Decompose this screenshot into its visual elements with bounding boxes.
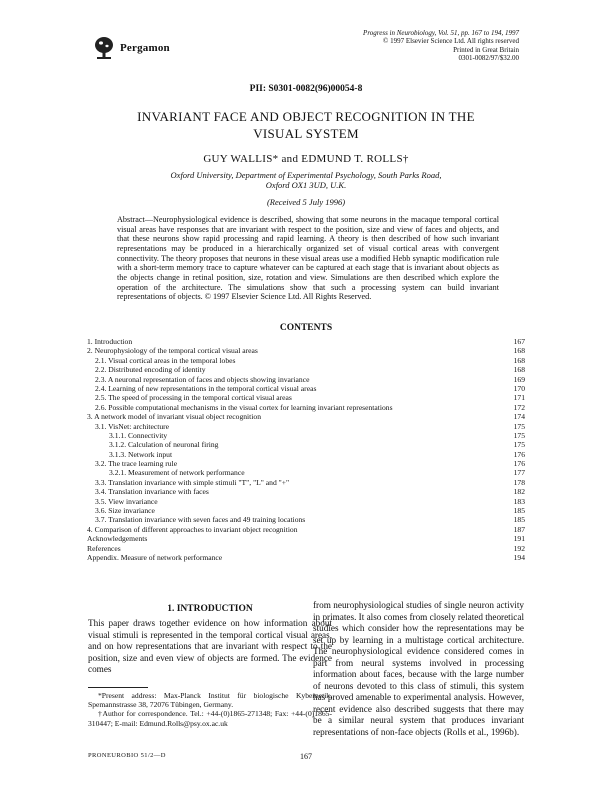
toc-entry: [87, 487, 525, 496]
toc-entry-page: 194: [513, 552, 525, 562]
toc-entry-page: 187: [513, 524, 525, 534]
toc-entry: [87, 365, 525, 374]
contents-heading: CONTENTS: [279, 323, 333, 333]
toc-entry-label: 3.6. Size invariance: [95, 506, 155, 516]
toc-entry-label: 3.7. Translation invariance with seven faces and 49 training locations: [95, 515, 306, 525]
toc-entry-page: 167: [513, 337, 525, 346]
toc-entry-page: 168: [513, 346, 525, 356]
toc-entry: [87, 450, 525, 459]
toc-entry: [87, 431, 525, 440]
toc-entry: [87, 412, 525, 421]
toc-entry: [87, 403, 525, 412]
toc-entry: [87, 478, 525, 487]
table-of-contents: [87, 337, 525, 562]
abstract-text: —Neurophysiological evidence is described, showing that some neurons in the macaque temporal cortical visual areas have responses that are invariant with respect to the position, size and view of faces and objects, and that these neurons show rapid processing and rapid learning. A theory is then described of how such invariant representations may be produced in a hierarchically organized set of visual cortical areas with convergent connectivity. The theory proposes that neurons in these visual areas use a modified Hebb synaptic modification rule with a short-term memory trace to capture whatever can be captured at each stage that is invariant about objects as the objects change in retinal position, size, rotation and view. Simulations are then described which explore the operation of the architecture. The simulations show that such a processing system can build invariant representations of objects. © 1997 Elsevier Science Ltd. All Rights Reserved.: [117, 215, 499, 302]
footnote: *Present address: Max-Planck Institut für biologische Kybernetik, Spemannstrasse 38, 72076 Tübingen, Germany.: [88, 691, 332, 710]
toc-entry-page: 175: [513, 421, 525, 431]
toc-entry-page: 192: [513, 543, 525, 553]
toc-entry-label: 2.3. A neuronal representation of faces and objects showing invariance: [95, 374, 310, 384]
toc-entry-label: 1. Introduction: [87, 337, 133, 346]
paper-title: [0, 108, 612, 142]
journal-printed: Printed in Great Britain: [453, 45, 519, 54]
toc-entry-page: 182: [513, 487, 525, 497]
toc-entry-label: 3.1. VisNet: architecture: [95, 421, 170, 431]
toc-entry-page: 170: [513, 383, 525, 393]
toc-entry: [87, 440, 525, 449]
toc-entry-page: 176: [513, 449, 525, 459]
toc-entry-page: 175: [513, 440, 525, 450]
toc-entry: [87, 506, 525, 515]
authors: GUY WALLIS* and EDMUND T. ROLLS†: [203, 153, 409, 165]
toc-entry: [87, 468, 525, 477]
toc-entry-label: 2.4. Learning of new representations in the temporal cortical visual areas: [95, 383, 317, 393]
toc-entry-page: 185: [513, 506, 525, 516]
toc-entry-page: 177: [513, 468, 525, 478]
section-heading: 1. INTRODUCTION: [167, 604, 253, 614]
toc-entry-page: 175: [513, 430, 525, 440]
toc-entry: [87, 544, 525, 553]
toc-entry-label: 2.2. Distributed encoding of identity: [95, 365, 206, 375]
journal-citation: Progress in Neurobiology, Vol. 51, pp. 167 to 194, 1997: [363, 29, 519, 37]
title-line: INVARIANT FACE AND OBJECT RECOGNITION IN THE: [137, 109, 475, 124]
toc-entry: [87, 375, 525, 384]
page-number: 167: [300, 752, 312, 761]
toc-entry: [87, 534, 525, 543]
toc-entry-page: 168: [513, 365, 525, 375]
toc-entry-label: 3.1.2. Calculation of neuronal firing: [109, 440, 219, 450]
toc-entry-label: 3.4. Translation invariance with faces: [95, 487, 209, 497]
toc-entry-page: 168: [513, 355, 525, 365]
toc-entry-label: 3.1.3. Network input: [109, 449, 173, 459]
footnote-divider: [88, 687, 148, 688]
toc-entry-label: 4. Comparison of different approaches to invariant object recognition: [87, 524, 298, 534]
toc-entry-label: References: [87, 543, 121, 553]
toc-entry-page: 191: [513, 534, 525, 544]
toc-entry-page: 183: [513, 496, 525, 506]
title-line: VISUAL SYSTEM: [253, 126, 359, 141]
toc-entry-label: 2.6. Possible computational mechanisms in the visual cortex for learning invariant representations: [95, 402, 393, 412]
affiliation-line: Oxford University, Department of Experimental Psychology, South Parks Road,: [170, 170, 442, 180]
journal-copyright: © 1997 Elsevier Science Ltd. All rights reserved: [383, 37, 519, 46]
intro-right-column: from neurophysiological studies of single neuron activity in primates. It also comes from closely related theoretical studies which consider how the representations may be set up by learning in a multistage cortical architecture. The neurophysiological evidence considered comes in part from neural systems involved in processing information about faces, because with the large number of neurons devoted to this class of stimuli, this system has proved amenable to experimental analysis. However, recent evidence also described suggests that there may be a similar neural system that produces invariant representations of non-face objects (Rolls et al., 1996b).: [313, 600, 524, 738]
toc-entry-label: Acknowledgements: [87, 534, 148, 544]
toc-entry-label: 3.1.1. Connectivity: [109, 430, 168, 440]
toc-entry: [87, 356, 525, 365]
abstract-label: Abstract: [117, 215, 145, 224]
toc-entry-page: 185: [513, 515, 525, 525]
issue-code: PRONEUROBIO 51/2—D: [88, 752, 166, 759]
toc-entry: [87, 422, 525, 431]
toc-entry: [87, 525, 525, 534]
toc-entry: [87, 346, 525, 355]
toc-entry: [87, 384, 525, 393]
toc-entry-label: 3.2. The trace learning rule: [95, 459, 178, 469]
toc-entry-page: 178: [513, 477, 525, 487]
toc-entry-label: 2.1. Visual cortical areas in the temporal lobes: [95, 355, 236, 365]
toc-entry-page: 176: [513, 459, 525, 469]
toc-entry: [87, 553, 525, 562]
footnote: †Author for correspondence. Tel.: +44-(0)1865-271348; Fax: +44-(0)1865-310447; E-mail: Edmund.Rolls@psy.ox.ac.uk: [88, 709, 332, 728]
footnotes: [88, 691, 332, 728]
tree-logo-icon: [93, 36, 115, 60]
toc-entry: [87, 515, 525, 524]
toc-entry: [87, 337, 525, 346]
toc-entry: [87, 459, 525, 468]
publisher-name: Pergamon: [120, 42, 170, 54]
pii-identifier: PII: S0301-0082(96)00054-8: [249, 84, 363, 94]
toc-entry-label: Appendix. Measure of network performance: [87, 552, 223, 562]
toc-entry-page: 174: [513, 412, 525, 422]
abstract: [117, 215, 499, 302]
received-date: (Received 5 July 1996): [266, 197, 346, 207]
toc-entry: [87, 497, 525, 506]
toc-entry-label: 3.5. View invariance: [95, 496, 158, 506]
toc-entry-label: 3. A network model of invariant visual object recognition: [87, 412, 261, 422]
publisher-logo: [93, 36, 170, 60]
toc-entry-page: 171: [513, 393, 525, 403]
toc-entry-label: 2. Neurophysiology of the temporal cortical visual areas: [87, 346, 258, 356]
toc-entry: [87, 393, 525, 402]
intro-left-column: This paper draws together evidence on how information about visual stimuli is represented in the temporal cortical visual areas, and on how representations that are invariant with respect to the position, size and even view of objects are formed. The evidence comes: [88, 618, 332, 675]
toc-entry-page: 172: [513, 402, 525, 412]
affiliation: [0, 170, 612, 190]
affiliation-line: Oxford OX1 3UD, U.K.: [265, 180, 347, 190]
journal-info: [363, 29, 519, 63]
toc-entry-label: 2.5. The speed of processing in the temporal cortical visual areas: [95, 393, 292, 403]
toc-entry-label: 3.2.1. Measurement of network performance: [109, 468, 245, 478]
toc-entry-page: 169: [513, 374, 525, 384]
journal-issn: 0301-0082/97/$32.00: [458, 54, 519, 63]
toc-entry-label: 3.3. Translation invariance with simple stimuli "T", "L" and "+": [95, 477, 290, 487]
